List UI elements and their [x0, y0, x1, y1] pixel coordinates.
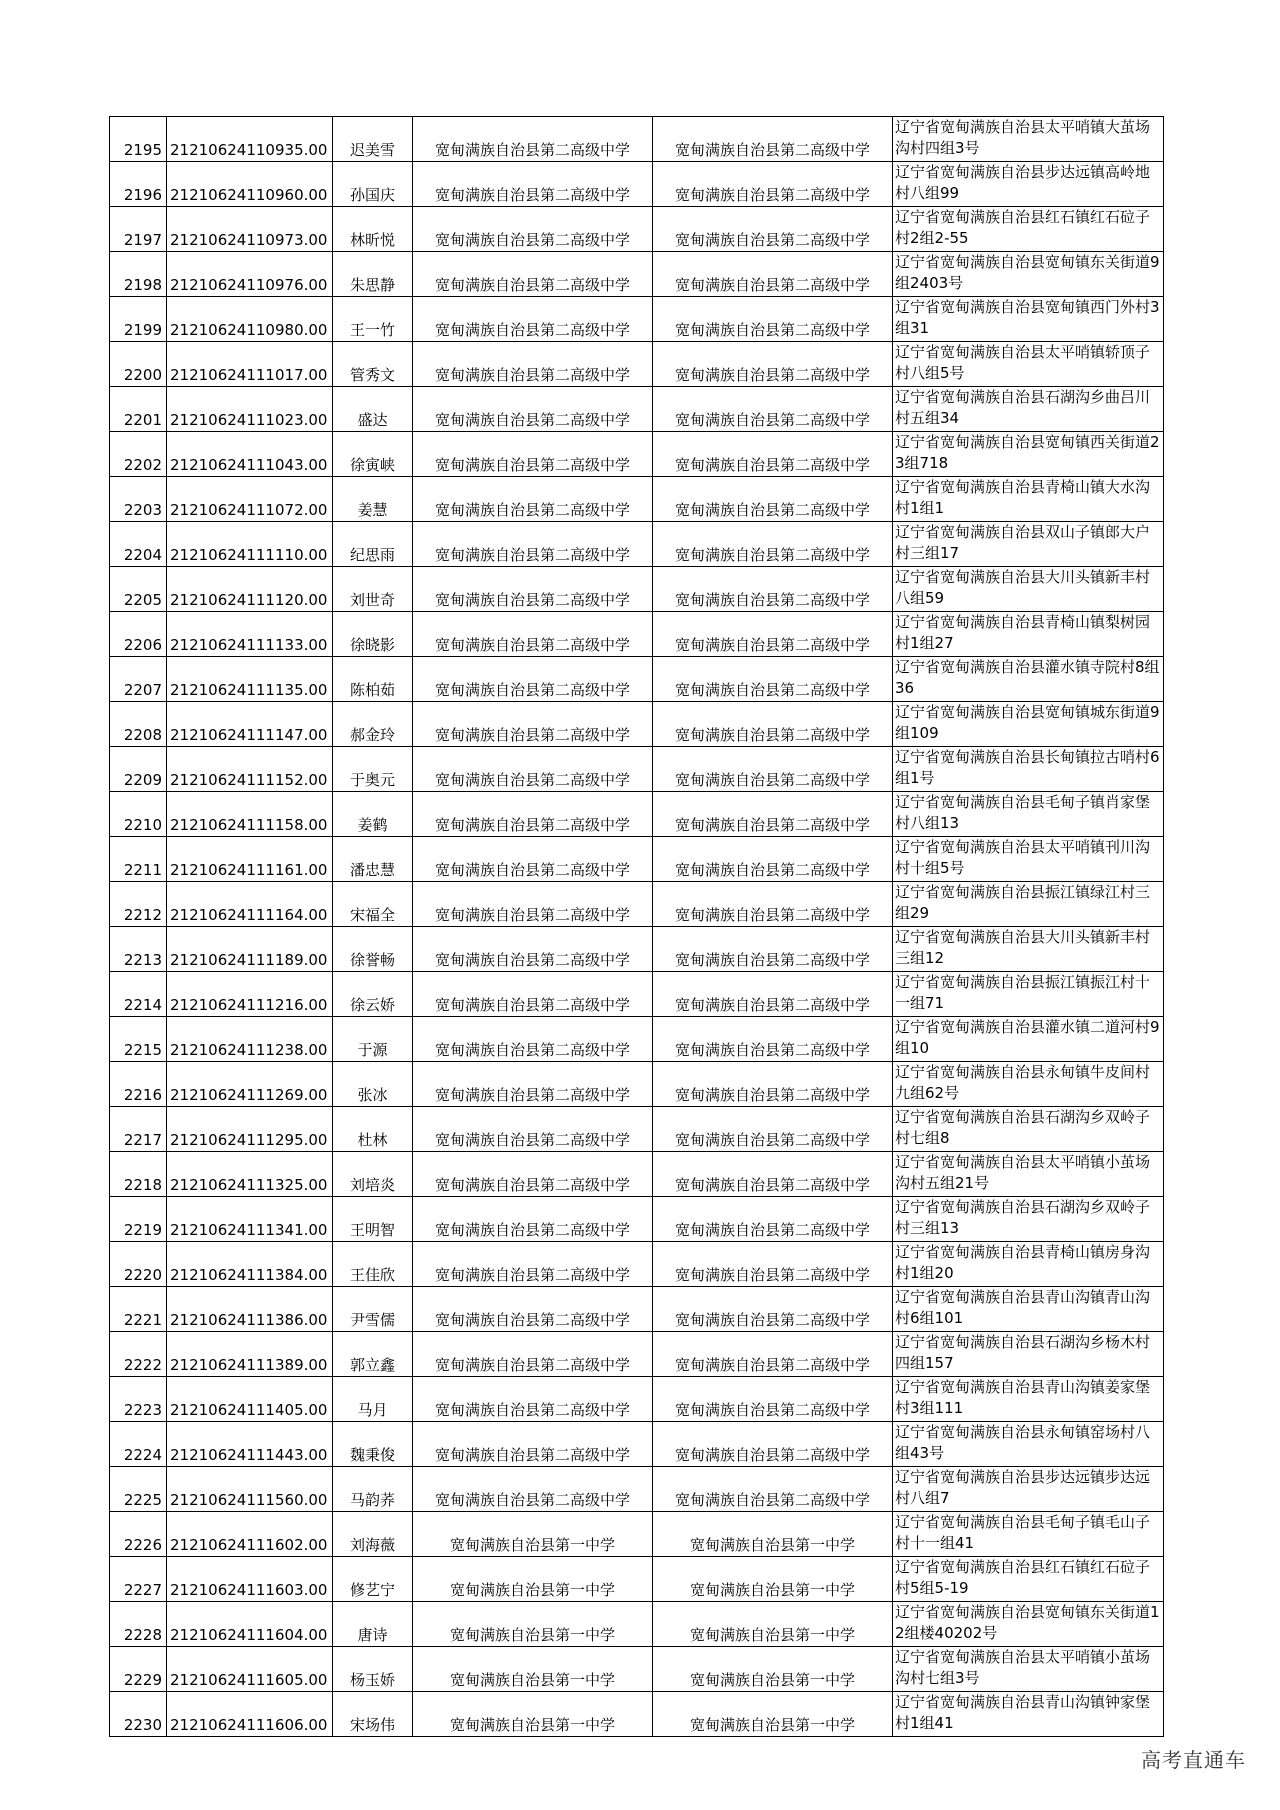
table-row [110, 567, 1164, 612]
student-name-cell: 姜鹤 [333, 792, 413, 837]
exam-id-cell: 21210624111017.00 [167, 342, 333, 387]
table-row [110, 1557, 1164, 1602]
address-cell: 辽宁省宽甸满族自治县步达远镇高岭地村八组99 [893, 162, 1164, 207]
address-cell: 辽宁省宽甸满族自治县宽甸镇西门外村3组31 [893, 297, 1164, 342]
address-cell: 辽宁省宽甸满族自治县长甸镇拉古哨村6组1号 [893, 747, 1164, 792]
address-cell: 辽宁省宽甸满族自治县太平哨镇小茧场沟村五组21号 [893, 1152, 1164, 1197]
table-row [110, 1647, 1164, 1692]
exam-id-cell: 21210624111603.00 [167, 1557, 333, 1602]
exam-id-cell: 21210624111389.00 [167, 1332, 333, 1377]
table-row [110, 1062, 1164, 1107]
school-cell: 宽甸满族自治县第二高级中学 [413, 1197, 653, 1242]
exam-id-cell: 21210624110960.00 [167, 162, 333, 207]
admitted-school-cell: 宽甸满族自治县第二高级中学 [653, 837, 893, 882]
row-number-cell: 2211 [110, 837, 167, 882]
table-row [110, 1377, 1164, 1422]
exam-id-cell: 21210624111405.00 [167, 1377, 333, 1422]
table-row [110, 1467, 1164, 1512]
address-cell: 辽宁省宽甸满族自治县太平哨镇轿顶子村八组5号 [893, 342, 1164, 387]
row-number-cell: 2201 [110, 387, 167, 432]
exam-id-cell: 21210624111341.00 [167, 1197, 333, 1242]
school-cell: 宽甸满族自治县第二高级中学 [413, 1107, 653, 1152]
admitted-school-cell: 宽甸满族自治县第一中学 [653, 1692, 893, 1737]
row-number-cell: 2198 [110, 252, 167, 297]
row-number-cell: 2209 [110, 747, 167, 792]
exam-id-cell: 21210624111560.00 [167, 1467, 333, 1512]
student-name-cell: 修艺宁 [333, 1557, 413, 1602]
student-name-cell: 陈柏茹 [333, 657, 413, 702]
address-cell: 辽宁省宽甸满族自治县宽甸镇西关街道23组718 [893, 432, 1164, 477]
student-name-cell: 刘海薇 [333, 1512, 413, 1557]
exam-id-cell: 21210624111238.00 [167, 1017, 333, 1062]
address-cell: 辽宁省宽甸满族自治县振江镇绿江村三组29 [893, 882, 1164, 927]
student-name-cell: 纪思雨 [333, 522, 413, 567]
school-cell: 宽甸满族自治县第二高级中学 [413, 297, 653, 342]
admitted-school-cell: 宽甸满族自治县第二高级中学 [653, 522, 893, 567]
exam-id-cell: 21210624110976.00 [167, 252, 333, 297]
school-cell: 宽甸满族自治县第二高级中学 [413, 1422, 653, 1467]
exam-id-cell: 21210624111133.00 [167, 612, 333, 657]
school-cell: 宽甸满族自治县第二高级中学 [413, 387, 653, 432]
exam-id-cell: 21210624111135.00 [167, 657, 333, 702]
watermark-text: 高考直通车 [1141, 1748, 1246, 1772]
address-cell: 辽宁省宽甸满族自治县青山沟镇钟家堡村1组41 [893, 1692, 1164, 1737]
admitted-school-cell: 宽甸满族自治县第一中学 [653, 1602, 893, 1647]
admitted-school-cell: 宽甸满族自治县第二高级中学 [653, 1467, 893, 1512]
table-row [110, 1242, 1164, 1287]
address-cell: 辽宁省宽甸满族自治县太平哨镇大茧场沟村四组3号 [893, 117, 1164, 162]
school-cell: 宽甸满族自治县第二高级中学 [413, 162, 653, 207]
admitted-school-cell: 宽甸满族自治县第二高级中学 [653, 1062, 893, 1107]
row-number-cell: 2204 [110, 522, 167, 567]
row-number-cell: 2202 [110, 432, 167, 477]
address-cell: 辽宁省宽甸满族自治县永甸镇牛皮间村九组62号 [893, 1062, 1164, 1107]
admitted-school-cell: 宽甸满族自治县第二高级中学 [653, 1152, 893, 1197]
school-cell: 宽甸满族自治县第二高级中学 [413, 612, 653, 657]
address-cell: 辽宁省宽甸满族自治县振江镇振江村十一组71 [893, 972, 1164, 1017]
admitted-school-cell: 宽甸满族自治县第一中学 [653, 1512, 893, 1557]
exam-id-cell: 21210624111295.00 [167, 1107, 333, 1152]
address-cell: 辽宁省宽甸满族自治县大川头镇新丰村八组59 [893, 567, 1164, 612]
student-name-cell: 马韵荞 [333, 1467, 413, 1512]
school-cell: 宽甸满族自治县第二高级中学 [413, 207, 653, 252]
address-cell: 辽宁省宽甸满族自治县永甸镇窑场村八组43号 [893, 1422, 1164, 1467]
student-name-cell: 宋场伟 [333, 1692, 413, 1737]
student-name-cell: 王佳欣 [333, 1242, 413, 1287]
table-row [110, 702, 1164, 747]
table-row [110, 162, 1164, 207]
school-cell: 宽甸满族自治县第二高级中学 [413, 882, 653, 927]
row-number-cell: 2225 [110, 1467, 167, 1512]
table-row [110, 882, 1164, 927]
table-row [110, 387, 1164, 432]
exam-id-cell: 21210624111602.00 [167, 1512, 333, 1557]
exam-id-cell: 21210624111110.00 [167, 522, 333, 567]
table-row [110, 612, 1164, 657]
school-cell: 宽甸满族自治县第二高级中学 [413, 342, 653, 387]
address-cell: 辽宁省宽甸满族自治县石湖沟乡曲吕川村五组34 [893, 387, 1164, 432]
student-name-cell: 林昕悦 [333, 207, 413, 252]
exam-id-cell: 21210624111384.00 [167, 1242, 333, 1287]
admitted-school-cell: 宽甸满族自治县第二高级中学 [653, 1017, 893, 1062]
address-cell: 辽宁省宽甸满族自治县红石镇红石砬子村5组5-19 [893, 1557, 1164, 1602]
student-name-cell: 杨玉娇 [333, 1647, 413, 1692]
student-name-cell: 尹雪儒 [333, 1287, 413, 1332]
table-row [110, 1602, 1164, 1647]
row-number-cell: 2227 [110, 1557, 167, 1602]
school-cell: 宽甸满族自治县第二高级中学 [413, 702, 653, 747]
roster-table-container [109, 116, 1163, 1737]
row-number-cell: 2219 [110, 1197, 167, 1242]
admitted-school-cell: 宽甸满族自治县第二高级中学 [653, 387, 893, 432]
student-name-cell: 管秀文 [333, 342, 413, 387]
address-cell: 辽宁省宽甸满族自治县青椅山镇大水沟村1组1 [893, 477, 1164, 522]
table-row [110, 747, 1164, 792]
row-number-cell: 2230 [110, 1692, 167, 1737]
row-number-cell: 2216 [110, 1062, 167, 1107]
table-row [110, 117, 1164, 162]
row-number-cell: 2197 [110, 207, 167, 252]
address-cell: 辽宁省宽甸满族自治县大川头镇新丰村三组12 [893, 927, 1164, 972]
address-cell: 辽宁省宽甸满族自治县青山沟镇姜家堡村3组111 [893, 1377, 1164, 1422]
school-cell: 宽甸满族自治县第二高级中学 [413, 972, 653, 1017]
student-name-cell: 徐晓影 [333, 612, 413, 657]
row-number-cell: 2206 [110, 612, 167, 657]
table-row [110, 522, 1164, 567]
student-name-cell: 魏秉俊 [333, 1422, 413, 1467]
school-cell: 宽甸满族自治县第二高级中学 [413, 432, 653, 477]
school-cell: 宽甸满族自治县第一中学 [413, 1692, 653, 1737]
admitted-school-cell: 宽甸满族自治县第二高级中学 [653, 792, 893, 837]
exam-id-cell: 21210624110935.00 [167, 117, 333, 162]
student-name-cell: 杜林 [333, 1107, 413, 1152]
row-number-cell: 2195 [110, 117, 167, 162]
table-row [110, 972, 1164, 1017]
row-number-cell: 2207 [110, 657, 167, 702]
student-name-cell: 马月 [333, 1377, 413, 1422]
exam-id-cell: 21210624111189.00 [167, 927, 333, 972]
student-name-cell: 徐寅峡 [333, 432, 413, 477]
table-row [110, 1422, 1164, 1467]
address-cell: 辽宁省宽甸满族自治县宽甸镇东关街道12组楼40202号 [893, 1602, 1164, 1647]
exam-id-cell: 21210624111072.00 [167, 477, 333, 522]
table-row [110, 837, 1164, 882]
school-cell: 宽甸满族自治县第二高级中学 [413, 117, 653, 162]
table-row [110, 1692, 1164, 1737]
exam-id-cell: 21210624111606.00 [167, 1692, 333, 1737]
school-cell: 宽甸满族自治县第二高级中学 [413, 1287, 653, 1332]
admitted-school-cell: 宽甸满族自治县第二高级中学 [653, 297, 893, 342]
exam-id-cell: 21210624110973.00 [167, 207, 333, 252]
address-cell: 辽宁省宽甸满族自治县灌水镇二道河村9组10 [893, 1017, 1164, 1062]
row-number-cell: 2228 [110, 1602, 167, 1647]
table-row [110, 1107, 1164, 1152]
student-name-cell: 唐诗 [333, 1602, 413, 1647]
address-cell: 辽宁省宽甸满族自治县步达远镇步达远村八组7 [893, 1467, 1164, 1512]
admitted-school-cell: 宽甸满族自治县第二高级中学 [653, 1422, 893, 1467]
exam-id-cell: 21210624111216.00 [167, 972, 333, 1017]
exam-id-cell: 21210624111043.00 [167, 432, 333, 477]
exam-id-cell: 21210624111604.00 [167, 1602, 333, 1647]
admitted-school-cell: 宽甸满族自治县第二高级中学 [653, 1377, 893, 1422]
school-cell: 宽甸满族自治县第二高级中学 [413, 1152, 653, 1197]
table-row [110, 207, 1164, 252]
address-cell: 辽宁省宽甸满族自治县宽甸镇城东街道9组109 [893, 702, 1164, 747]
student-name-cell: 迟美雪 [333, 117, 413, 162]
school-cell: 宽甸满族自治县第二高级中学 [413, 477, 653, 522]
student-name-cell: 刘世奇 [333, 567, 413, 612]
student-name-cell: 徐云娇 [333, 972, 413, 1017]
address-cell: 辽宁省宽甸满族自治县石湖沟乡双岭子村三组13 [893, 1197, 1164, 1242]
school-cell: 宽甸满族自治县第二高级中学 [413, 252, 653, 297]
student-name-cell: 宋福全 [333, 882, 413, 927]
admitted-school-cell: 宽甸满族自治县第二高级中学 [653, 1107, 893, 1152]
school-cell: 宽甸满族自治县第一中学 [413, 1602, 653, 1647]
school-cell: 宽甸满族自治县第二高级中学 [413, 1467, 653, 1512]
school-cell: 宽甸满族自治县第一中学 [413, 1647, 653, 1692]
table-body [110, 117, 1164, 1737]
table-row [110, 1287, 1164, 1332]
row-number-cell: 2226 [110, 1512, 167, 1557]
row-number-cell: 2223 [110, 1377, 167, 1422]
address-cell: 辽宁省宽甸满族自治县毛甸子镇肖家堡村八组13 [893, 792, 1164, 837]
admitted-school-cell: 宽甸满族自治县第二高级中学 [653, 117, 893, 162]
admitted-school-cell: 宽甸满族自治县第二高级中学 [653, 882, 893, 927]
student-name-cell: 潘忠慧 [333, 837, 413, 882]
table-row [110, 657, 1164, 702]
row-number-cell: 2210 [110, 792, 167, 837]
school-cell: 宽甸满族自治县第二高级中学 [413, 1062, 653, 1107]
student-name-cell: 王一竹 [333, 297, 413, 342]
table-row [110, 432, 1164, 477]
address-cell: 辽宁省宽甸满族自治县石湖沟乡双岭子村七组8 [893, 1107, 1164, 1152]
exam-id-cell: 21210624111120.00 [167, 567, 333, 612]
address-cell: 辽宁省宽甸满族自治县红石镇红石砬子村2组2-55 [893, 207, 1164, 252]
school-cell: 宽甸满族自治县第二高级中学 [413, 837, 653, 882]
address-cell: 辽宁省宽甸满族自治县太平哨镇刊川沟村十组5号 [893, 837, 1164, 882]
school-cell: 宽甸满族自治县第一中学 [413, 1557, 653, 1602]
exam-id-cell: 21210624110980.00 [167, 297, 333, 342]
school-cell: 宽甸满族自治县第二高级中学 [413, 1332, 653, 1377]
row-number-cell: 2229 [110, 1647, 167, 1692]
student-name-cell: 徐誉畅 [333, 927, 413, 972]
table-row [110, 927, 1164, 972]
admitted-school-cell: 宽甸满族自治县第二高级中学 [653, 342, 893, 387]
table-row [110, 1152, 1164, 1197]
row-number-cell: 2213 [110, 927, 167, 972]
table-row [110, 252, 1164, 297]
admitted-school-cell: 宽甸满族自治县第一中学 [653, 1647, 893, 1692]
exam-id-cell: 21210624111443.00 [167, 1422, 333, 1467]
student-name-cell: 于源 [333, 1017, 413, 1062]
admitted-school-cell: 宽甸满族自治县第二高级中学 [653, 252, 893, 297]
school-cell: 宽甸满族自治县第二高级中学 [413, 1242, 653, 1287]
row-number-cell: 2221 [110, 1287, 167, 1332]
student-name-cell: 郭立鑫 [333, 1332, 413, 1377]
row-number-cell: 2199 [110, 297, 167, 342]
admitted-school-cell: 宽甸满族自治县第二高级中学 [653, 972, 893, 1017]
admitted-school-cell: 宽甸满族自治县第二高级中学 [653, 747, 893, 792]
address-cell: 辽宁省宽甸满族自治县石湖沟乡杨木村四组157 [893, 1332, 1164, 1377]
student-name-cell: 孙国庆 [333, 162, 413, 207]
student-name-cell: 于奥元 [333, 747, 413, 792]
exam-id-cell: 21210624111147.00 [167, 702, 333, 747]
school-cell: 宽甸满族自治县第二高级中学 [413, 792, 653, 837]
student-name-cell: 王明智 [333, 1197, 413, 1242]
admitted-school-cell: 宽甸满族自治县第二高级中学 [653, 477, 893, 522]
row-number-cell: 2205 [110, 567, 167, 612]
admitted-school-cell: 宽甸满族自治县第二高级中学 [653, 432, 893, 477]
admitted-school-cell: 宽甸满族自治县第二高级中学 [653, 1197, 893, 1242]
table-row [110, 1017, 1164, 1062]
student-name-cell: 朱思静 [333, 252, 413, 297]
school-cell: 宽甸满族自治县第二高级中学 [413, 567, 653, 612]
row-number-cell: 2218 [110, 1152, 167, 1197]
row-number-cell: 2220 [110, 1242, 167, 1287]
address-cell: 辽宁省宽甸满族自治县太平哨镇小茧场沟村七组3号 [893, 1647, 1164, 1692]
table-row [110, 297, 1164, 342]
admitted-school-cell: 宽甸满族自治县第二高级中学 [653, 162, 893, 207]
table-row [110, 792, 1164, 837]
school-cell: 宽甸满族自治县第二高级中学 [413, 522, 653, 567]
address-cell: 辽宁省宽甸满族自治县毛甸子镇毛山子村十一组41 [893, 1512, 1164, 1557]
admitted-school-cell: 宽甸满族自治县第二高级中学 [653, 1242, 893, 1287]
school-cell: 宽甸满族自治县第二高级中学 [413, 1017, 653, 1062]
row-number-cell: 2196 [110, 162, 167, 207]
row-number-cell: 2208 [110, 702, 167, 747]
roster-table [109, 116, 1164, 1737]
exam-id-cell: 21210624111164.00 [167, 882, 333, 927]
student-name-cell: 姜慧 [333, 477, 413, 522]
exam-id-cell: 21210624111161.00 [167, 837, 333, 882]
student-name-cell: 刘培炎 [333, 1152, 413, 1197]
row-number-cell: 2224 [110, 1422, 167, 1467]
exam-id-cell: 21210624111386.00 [167, 1287, 333, 1332]
row-number-cell: 2215 [110, 1017, 167, 1062]
admitted-school-cell: 宽甸满族自治县第二高级中学 [653, 207, 893, 252]
student-name-cell: 张冰 [333, 1062, 413, 1107]
student-name-cell: 郝金玲 [333, 702, 413, 747]
school-cell: 宽甸满族自治县第二高级中学 [413, 657, 653, 702]
row-number-cell: 2203 [110, 477, 167, 522]
table-row [110, 477, 1164, 522]
exam-id-cell: 21210624111158.00 [167, 792, 333, 837]
table-row [110, 1512, 1164, 1557]
admitted-school-cell: 宽甸满族自治县第二高级中学 [653, 1287, 893, 1332]
row-number-cell: 2214 [110, 972, 167, 1017]
student-name-cell: 盛达 [333, 387, 413, 432]
address-cell: 辽宁省宽甸满族自治县灌水镇寺院村8组36 [893, 657, 1164, 702]
row-number-cell: 2200 [110, 342, 167, 387]
exam-id-cell: 21210624111325.00 [167, 1152, 333, 1197]
admitted-school-cell: 宽甸满族自治县第二高级中学 [653, 567, 893, 612]
school-cell: 宽甸满族自治县第一中学 [413, 1512, 653, 1557]
table-row [110, 342, 1164, 387]
exam-id-cell: 21210624111023.00 [167, 387, 333, 432]
admitted-school-cell: 宽甸满族自治县第二高级中学 [653, 702, 893, 747]
address-cell: 辽宁省宽甸满族自治县双山子镇郎大户村三组17 [893, 522, 1164, 567]
address-cell: 辽宁省宽甸满族自治县青椅山镇房身沟村1组20 [893, 1242, 1164, 1287]
admitted-school-cell: 宽甸满族自治县第二高级中学 [653, 657, 893, 702]
address-cell: 辽宁省宽甸满族自治县宽甸镇东关街道9组2403号 [893, 252, 1164, 297]
address-cell: 辽宁省宽甸满族自治县青椅山镇梨树园村1组27 [893, 612, 1164, 657]
address-cell: 辽宁省宽甸满族自治县青山沟镇青山沟村6组101 [893, 1287, 1164, 1332]
exam-id-cell: 21210624111152.00 [167, 747, 333, 792]
admitted-school-cell: 宽甸满族自治县第二高级中学 [653, 1332, 893, 1377]
exam-id-cell: 21210624111269.00 [167, 1062, 333, 1107]
school-cell: 宽甸满族自治县第二高级中学 [413, 747, 653, 792]
admitted-school-cell: 宽甸满族自治县第一中学 [653, 1557, 893, 1602]
table-row [110, 1197, 1164, 1242]
exam-id-cell: 21210624111605.00 [167, 1647, 333, 1692]
school-cell: 宽甸满族自治县第二高级中学 [413, 927, 653, 972]
table-row [110, 1332, 1164, 1377]
admitted-school-cell: 宽甸满族自治县第二高级中学 [653, 927, 893, 972]
row-number-cell: 2222 [110, 1332, 167, 1377]
admitted-school-cell: 宽甸满族自治县第二高级中学 [653, 612, 893, 657]
row-number-cell: 2217 [110, 1107, 167, 1152]
row-number-cell: 2212 [110, 882, 167, 927]
school-cell: 宽甸满族自治县第二高级中学 [413, 1377, 653, 1422]
